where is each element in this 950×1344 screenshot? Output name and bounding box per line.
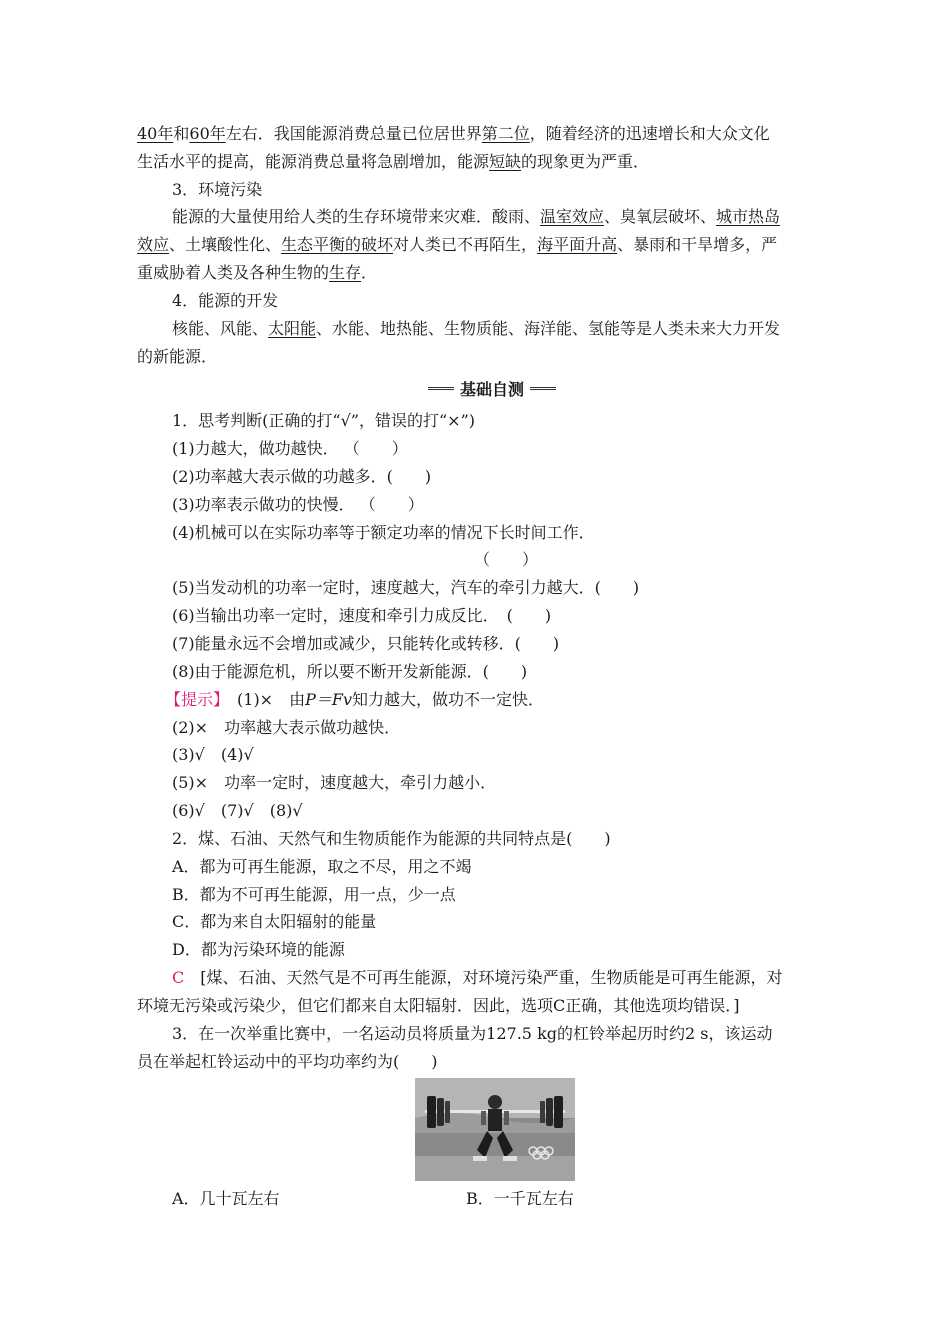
question-title: 员在举起杠铃运动中的平均功率约为( ): [137, 1052, 438, 1071]
option-b: B．都为不可再生能源，用一点，少一点: [172, 885, 456, 904]
judgement-item: (3)功率表示做功的快慢． （ ）: [172, 495, 424, 514]
option-a: A．都为可再生能源，取之不尽，用之不竭: [172, 857, 472, 876]
explanation-line: 环境无污染或污染少，但它们都来自太阳辐射．因此，选项C正确，其他选项均错误．]: [137, 996, 740, 1015]
text: 、水能、地热能、生物质能、海洋能、氢能等是人类未来大力开发: [316, 319, 781, 338]
para-line: [172, 206, 780, 228]
weightlifter-image: [415, 1078, 575, 1181]
judgement-item: (4)机械可以在实际功率等于额定功率的情况下长时间工作．: [172, 523, 595, 542]
text: 、土壤酸性化、: [169, 235, 282, 254]
para-line: 的新能源．: [137, 347, 218, 366]
question-title: 2．煤、石油、天然气和生物质能作为能源的共同特点是( ): [172, 829, 611, 848]
text: ．: [361, 263, 378, 282]
underlined-term: 第二位: [481, 124, 530, 143]
explanation-line: [172, 967, 783, 989]
text: 左右．我国能源消费总量已位居世界: [225, 124, 482, 143]
answer-letter: C: [172, 968, 185, 987]
underlined-term: 短缺: [489, 152, 522, 171]
judgement-item: (8)由于能源危机，所以要不断开发新能源．( ): [172, 662, 528, 681]
underlined-term: 60年: [189, 124, 226, 143]
text: 的现象更为严重．: [521, 152, 650, 171]
text: 、暴雨和干旱增多，严: [617, 235, 778, 254]
para-line: [172, 318, 780, 340]
underlined-term: 海平面升高: [537, 235, 618, 254]
question-title: 3．在一次举重比赛中，一名运动员将质量为127.5 kg的杠铃举起历时约2 s，该运动: [172, 1024, 773, 1043]
underlined-term: 效应: [137, 235, 170, 254]
text: (1)× 由: [221, 690, 306, 709]
hint-line: [165, 689, 544, 711]
para-line: [137, 234, 777, 256]
text: 能源的大量使用给人类的生存环境带来灾难．酸雨、: [172, 207, 541, 226]
underlined-term: 温室效应: [540, 207, 605, 226]
text: 对人类已不再陌生，: [393, 235, 538, 254]
text: [煤、石油、天然气是不可再生能源，对环境污染严重，生物质能是可再生能源，对: [184, 968, 783, 987]
answer-bracket: （ ）: [474, 550, 539, 569]
banner-title: 基础自测: [460, 379, 525, 399]
section-heading: 4．能源的开发: [172, 291, 279, 310]
section-heading: 3．环境污染: [172, 180, 263, 199]
underlined-term: 生存: [329, 263, 362, 282]
question-title: 1．思考判断(正确的打“√”，错误的打“×”): [172, 411, 475, 430]
underlined-term: 生态平衡的破坏: [281, 235, 394, 254]
answer-line: (6)√ (7)√ (8)√: [172, 801, 303, 820]
option-d: D．都为污染环境的能源: [172, 940, 345, 959]
answer-line: (3)√ (4)√: [172, 745, 254, 764]
formula: P＝Fv: [305, 690, 353, 709]
banner-rule: [530, 387, 556, 390]
text: ，随着经济的迅速增长和大众文化: [529, 124, 770, 143]
judgement-item: (1)力越大，做功越快． （ ）: [172, 439, 408, 458]
judgement-item: (7)能量永远不会增加或减少，只能转化或转移．( ): [172, 634, 560, 653]
underlined-term: 40年: [137, 124, 174, 143]
underlined-term: 城市热岛: [716, 207, 781, 226]
judgement-item: (6)当输出功率一定时，速度和牵引力成反比． ( ): [172, 606, 552, 625]
para-line: [137, 262, 377, 284]
para-line: [137, 123, 770, 145]
option-b: B．一千瓦左右: [466, 1189, 574, 1208]
text: 核能、风能、: [172, 319, 269, 338]
text: 和: [173, 124, 190, 143]
hint-label: 【提示】: [165, 690, 222, 709]
text: 重威胁着人类及各种生物的: [137, 263, 330, 282]
weightlifter-photo: [415, 1078, 575, 1181]
text: 生活水平的提高，能源消费总量将急剧增加，能源: [137, 152, 490, 171]
text: 、臭氧层破坏、: [604, 207, 717, 226]
para-line: [137, 151, 649, 173]
judgement-item: (5)当发动机的功率一定时，速度越大，汽车的牵引力越大．( ): [172, 578, 640, 597]
text: 知力越大，做功不一定快．: [352, 690, 545, 709]
section-banner: [428, 377, 556, 399]
option-c: C．都为来自太阳辐射的能量: [172, 912, 377, 931]
answer-line: (5)× 功率一定时，速度越大，牵引力越小．: [172, 773, 497, 792]
option-a: A．几十瓦左右: [172, 1189, 280, 1208]
answer-line: (2)× 功率越大表示做功越快．: [172, 718, 401, 737]
underlined-term: 太阳能: [268, 319, 317, 338]
judgement-item: (2)功率越大表示做的功越多．( ): [172, 467, 432, 486]
banner-rule: [428, 387, 454, 390]
